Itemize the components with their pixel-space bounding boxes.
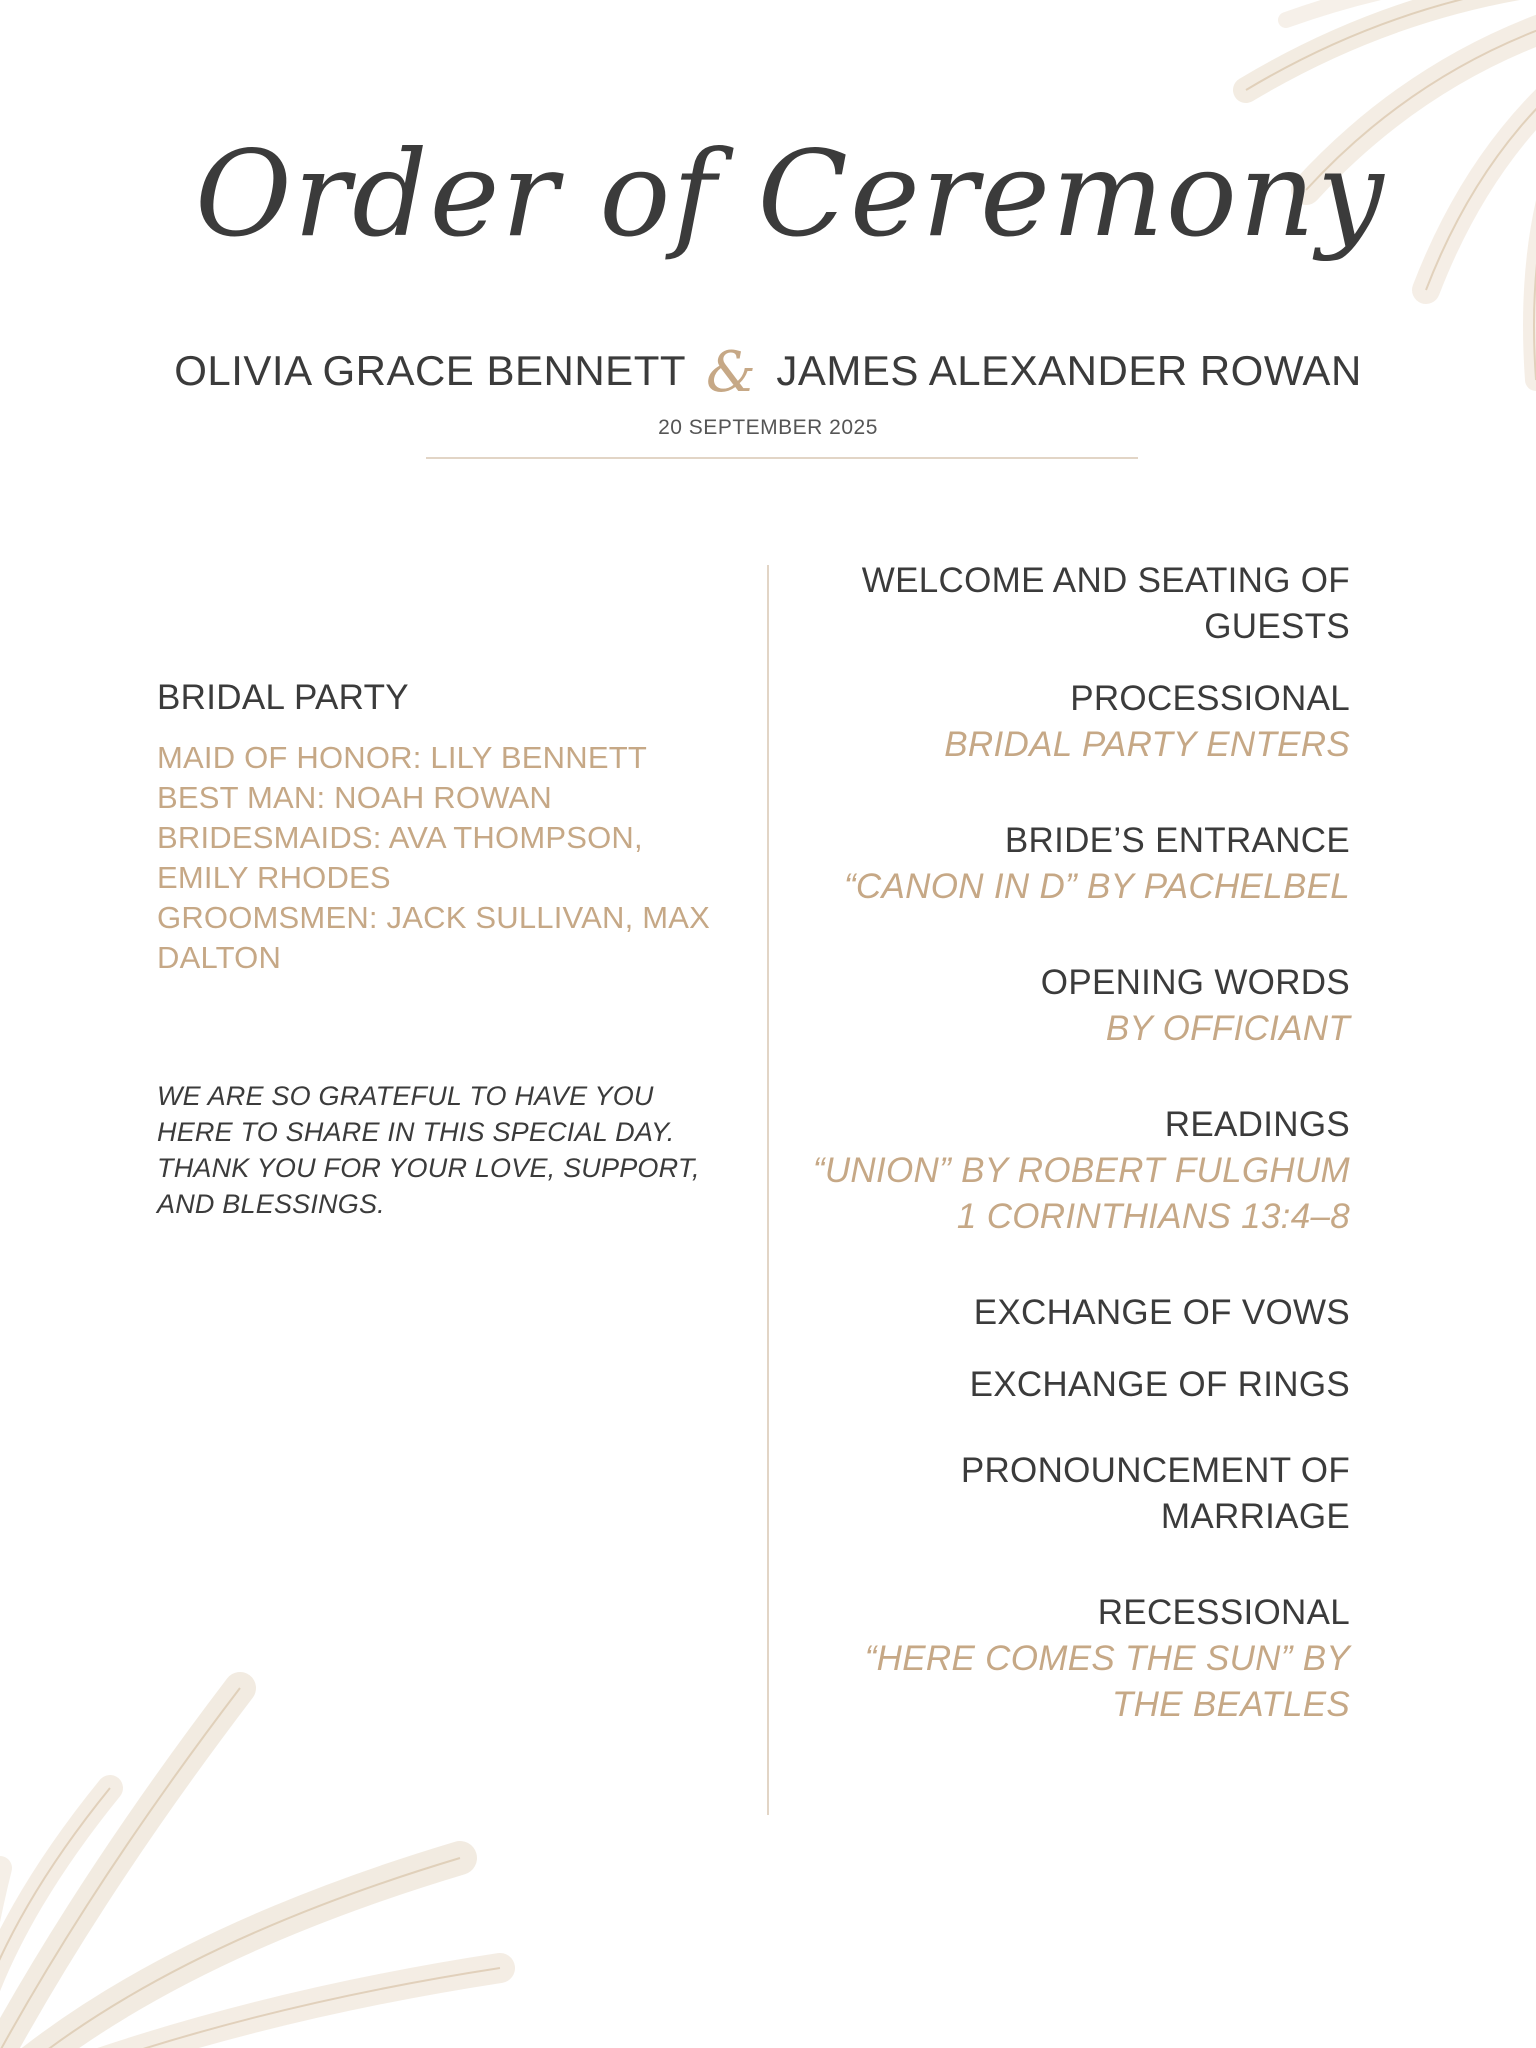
couple-names [0,340,1536,405]
wedding-date: 20 SEPTEMBER 2025 [658,416,878,439]
program-item-title: BRIDE’S ENTRANCE [1004,821,1350,860]
program-item [800,1362,1350,1408]
bridal-party-line: DALTON [157,940,282,975]
program-item-title: READINGS [1164,1105,1350,1144]
column-divider [767,565,769,1815]
program-item [800,818,1350,910]
bridal-party-list [157,738,717,978]
program-item-title: PRONOUNCEMENT OF [960,1451,1350,1490]
bridal-party-line: BRIDESMAIDS: AVA THOMPSON, [157,820,643,855]
thank-you-line: THANK YOU FOR YOUR LOVE, SUPPORT, [157,1153,700,1183]
program-item-detail: “CANON IN D” BY PACHELBEL [843,867,1350,906]
program-item-detail: THE BEATLES [1112,1685,1350,1724]
thank-you-line: HERE TO SHARE IN THIS SPECIAL DAY. [157,1117,675,1147]
program-item-title: OPENING WORDS [1040,963,1350,1002]
bridal-party-line: EMILY RHODES [157,860,391,895]
program-item-title: EXCHANGE OF VOWS [973,1293,1350,1332]
bridal-party-heading: BRIDAL PARTY [157,678,409,717]
bridal-party-line: MAID OF HONOR: LILY BENNETT [157,740,647,775]
program-item-title: GUESTS [1204,607,1350,646]
program-item-title: RECESSIONAL [1097,1593,1350,1632]
header-divider [426,457,1138,459]
program-item-detail: BRIDAL PARTY ENTERS [944,725,1350,764]
program-item [800,676,1350,768]
thank-you-line: WE ARE SO GRATEFUL TO HAVE YOU [157,1081,654,1111]
program-item-detail: “HERE COMES THE SUN” BY [864,1639,1350,1678]
program-item-title: WELCOME AND SEATING OF [861,561,1350,600]
program-item [800,1102,1350,1240]
partner-two-name: JAMES ALEXANDER ROWAN [776,347,1362,394]
partner-one-name: OLIVIA GRACE BENNETT [174,347,687,394]
program-item-detail: 1 CORINTHIANS 13:4–8 [956,1197,1350,1236]
program-item [800,1590,1350,1728]
left-column [157,678,717,1222]
program-item [800,558,1350,650]
program-item [800,1290,1350,1336]
ceremony-program-list [800,558,1350,1728]
program-item-detail: “UNION” BY ROBERT FULGHUM [812,1151,1350,1190]
program-item-title: EXCHANGE OF RINGS [969,1365,1350,1404]
program-item [800,1448,1350,1540]
program-item-detail: BY OFFICIANT [1105,1009,1350,1048]
program-item [800,960,1350,1052]
program-item-title: MARRIAGE [1160,1497,1350,1536]
bridal-party-line: GROOMSMEN: JACK SULLIVAN, MAX [157,900,710,935]
ampersand-glyph: & [706,340,757,405]
pampas-grass-bottom-left-illustration [0,1568,620,2048]
program-item-title: PROCESSIONAL [1070,679,1350,718]
bridal-party-line: BEST MAN: NOAH ROWAN [157,780,552,815]
thank-you-line: AND BLESSINGS. [157,1189,385,1219]
page-title: Order of Ceremony [195,125,1386,263]
thank-you-message [157,1078,717,1222]
